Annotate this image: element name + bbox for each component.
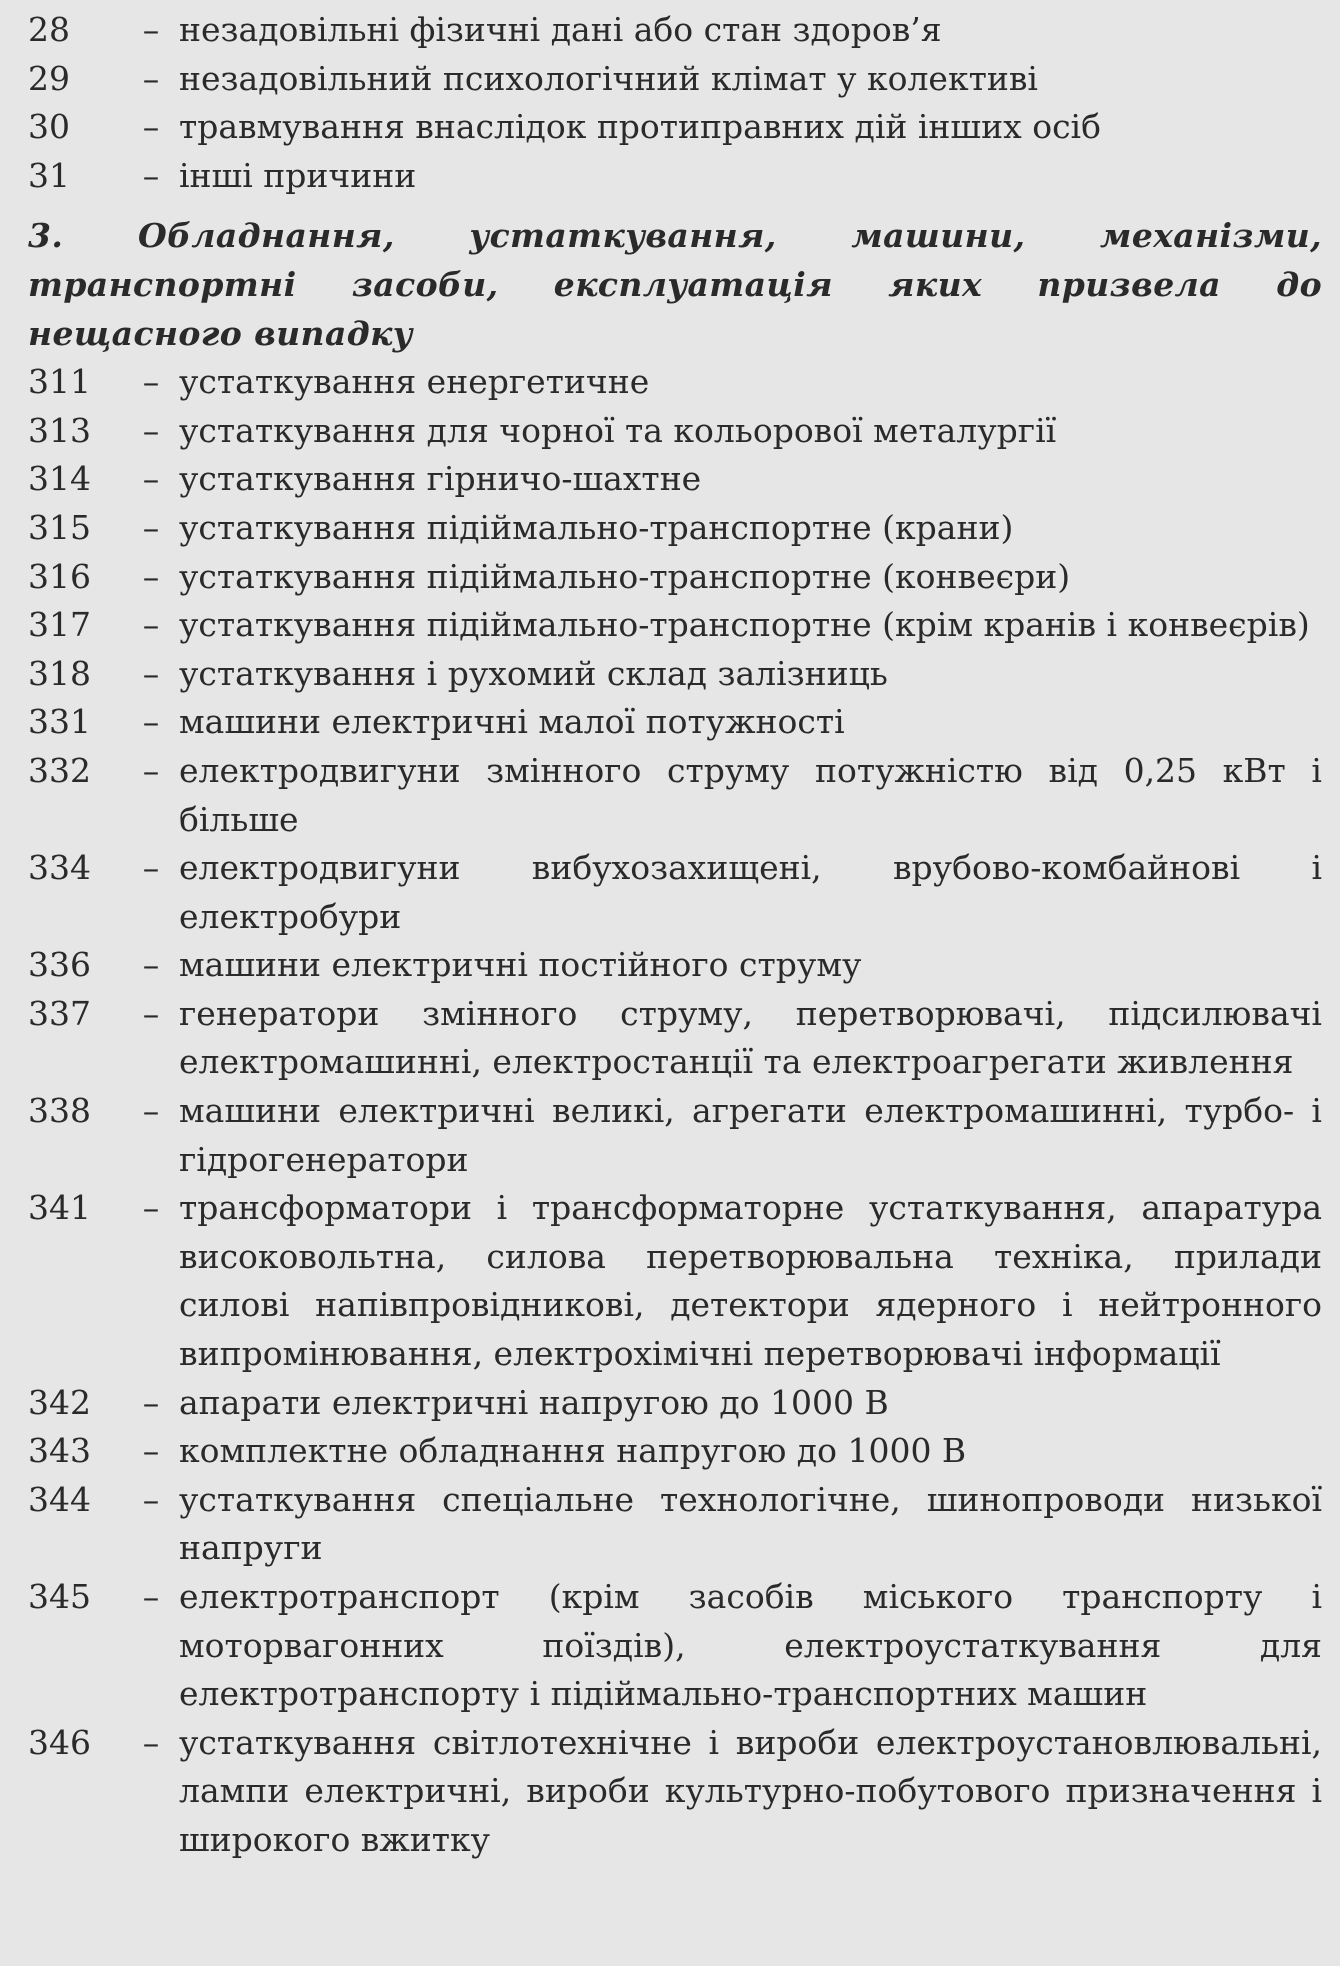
- equipment-items-list: [28, 358, 1322, 1864]
- item-text: устаткування гірничо-шахтне: [179, 459, 702, 499]
- item-code: 337: [28, 993, 91, 1033]
- item-dash: –: [142, 1577, 160, 1616]
- list-item: [28, 1573, 1322, 1719]
- list-item: [28, 6, 1322, 55]
- section-title-text: Обладнання, устаткування, машини, механізми, транспортні засоби, експлуатація яких призвела до нещасного випадку: [28, 216, 1322, 353]
- item-text: незадовільні фізичні дані або стан здоров’я: [179, 10, 942, 49]
- item-dash: –: [142, 1188, 160, 1228]
- item-text: машини електричні малої потужності: [179, 702, 845, 742]
- item-code: 338: [28, 1091, 91, 1131]
- item-dash: –: [142, 1431, 160, 1471]
- item-dash: –: [142, 945, 160, 985]
- list-item: [28, 504, 1322, 553]
- item-dash: –: [142, 1091, 160, 1131]
- item-code: 317: [28, 605, 91, 645]
- item-text: устаткування енергетичне: [179, 362, 650, 402]
- list-item: [28, 990, 1322, 1087]
- item-code: 341: [28, 1188, 91, 1228]
- item-dash: –: [142, 750, 160, 790]
- item-dash: –: [142, 653, 160, 693]
- item-text: трансформатори і трансформаторне устаткування, апаратура високовольтна, силова перетворювальна техніка, прилади силові напівпровідникові, детектори ядерного і нейтронного випромінювання, електрохімічні перетворювачі інформації: [179, 1188, 1322, 1374]
- item-dash: –: [142, 556, 160, 596]
- item-dash: –: [142, 848, 160, 888]
- item-dash: –: [142, 507, 160, 547]
- item-dash: –: [142, 155, 160, 195]
- item-code: 334: [28, 848, 91, 888]
- item-code: 316: [28, 556, 91, 596]
- list-item: [28, 601, 1322, 650]
- item-text: інші причини: [179, 155, 417, 195]
- list-item: [28, 1184, 1322, 1378]
- item-dash: –: [142, 107, 160, 147]
- list-item: [28, 553, 1322, 602]
- item-dash: –: [142, 362, 160, 402]
- item-code: 346: [28, 1722, 91, 1762]
- list-item: [28, 152, 1322, 201]
- list-item: [28, 698, 1322, 747]
- item-code: 345: [28, 1577, 91, 1616]
- list-item: [28, 103, 1322, 152]
- item-code: 336: [28, 945, 91, 985]
- item-dash: –: [142, 702, 160, 742]
- list-item: [28, 358, 1322, 407]
- section-heading: [28, 212, 1322, 358]
- item-text: устаткування для чорної та кольорової металургії: [179, 410, 1057, 450]
- item-code: 29: [28, 58, 70, 98]
- item-code: 344: [28, 1479, 91, 1519]
- item-code: 28: [28, 10, 70, 49]
- item-text: устаткування світлотехнічне і вироби електроустановлювальні, лампи електричні, вироби культурно-побутового призначення і широкого вжитку: [179, 1722, 1322, 1859]
- list-item: [28, 1087, 1322, 1184]
- item-dash: –: [142, 410, 160, 450]
- item-text: електротранспорт (крім засобів міського транспорту і моторвагонних поїздів), електроустаткування для електротранспорту і підіймально-транспортних машин: [179, 1577, 1322, 1714]
- item-dash: –: [142, 58, 160, 98]
- list-item: [28, 1427, 1322, 1476]
- item-dash: –: [142, 1382, 160, 1422]
- item-code: 314: [28, 459, 91, 499]
- item-code: 313: [28, 410, 91, 450]
- item-text: електродвигуни змінного струму потужністю від 0,25 кВт і більше: [179, 750, 1322, 839]
- list-item: [28, 1476, 1322, 1573]
- item-text: комплектне обладнання напругою до 1000 В: [179, 1431, 967, 1471]
- list-item: [28, 55, 1322, 104]
- item-code: 30: [28, 107, 70, 147]
- item-dash: –: [142, 1722, 160, 1762]
- item-text: машини електричні постійного струму: [179, 945, 862, 985]
- top-items-list: [28, 6, 1322, 200]
- item-dash: –: [142, 459, 160, 499]
- item-code: 342: [28, 1382, 91, 1422]
- item-dash: –: [142, 605, 160, 645]
- list-item: [28, 455, 1322, 504]
- list-item: [28, 844, 1322, 941]
- item-text: устаткування спеціальне технологічне, шинопроводи низької напруги: [179, 1479, 1322, 1568]
- item-text: генератори змінного струму, перетворювачі, підсилювачі електромашинні, електростанції та електроагрегати живлення: [179, 993, 1322, 1082]
- item-code: 332: [28, 750, 91, 790]
- item-text: устаткування і рухомий склад залізниць: [179, 653, 888, 693]
- section-number: 3.: [28, 216, 64, 256]
- item-text: устаткування підіймально-транспортне (крім кранів і конвеєрів): [179, 605, 1310, 645]
- item-dash: –: [142, 10, 160, 49]
- list-item: [28, 407, 1322, 456]
- item-code: 31: [28, 155, 70, 195]
- item-text: апарати електричні напругою до 1000 В: [179, 1382, 889, 1422]
- item-text: устаткування підіймально-транспортне (крани): [179, 507, 1014, 547]
- item-code: 315: [28, 507, 91, 547]
- item-text: травмування внаслідок протиправних дій інших осіб: [179, 107, 1101, 147]
- item-text: устаткування підіймально-транспортне (конвеєри): [179, 556, 1071, 596]
- item-code: 311: [28, 362, 91, 402]
- item-code: 318: [28, 653, 91, 693]
- item-code: 331: [28, 702, 91, 742]
- item-text: незадовільний психологічний клімат у колективі: [179, 58, 1038, 98]
- item-text: машини електричні великі, агрегати електромашинні, турбо- і гідрогенератори: [179, 1091, 1322, 1179]
- item-code: 343: [28, 1431, 91, 1471]
- list-item: [28, 650, 1322, 699]
- list-item: [28, 747, 1322, 844]
- item-dash: –: [142, 993, 160, 1033]
- item-text: електродвигуни вибухозахищені, врубово-комбайнові і електробури: [179, 848, 1322, 936]
- list-item: [28, 941, 1322, 990]
- item-dash: –: [142, 1479, 160, 1519]
- list-item: [28, 1719, 1322, 1865]
- list-item: [28, 1379, 1322, 1428]
